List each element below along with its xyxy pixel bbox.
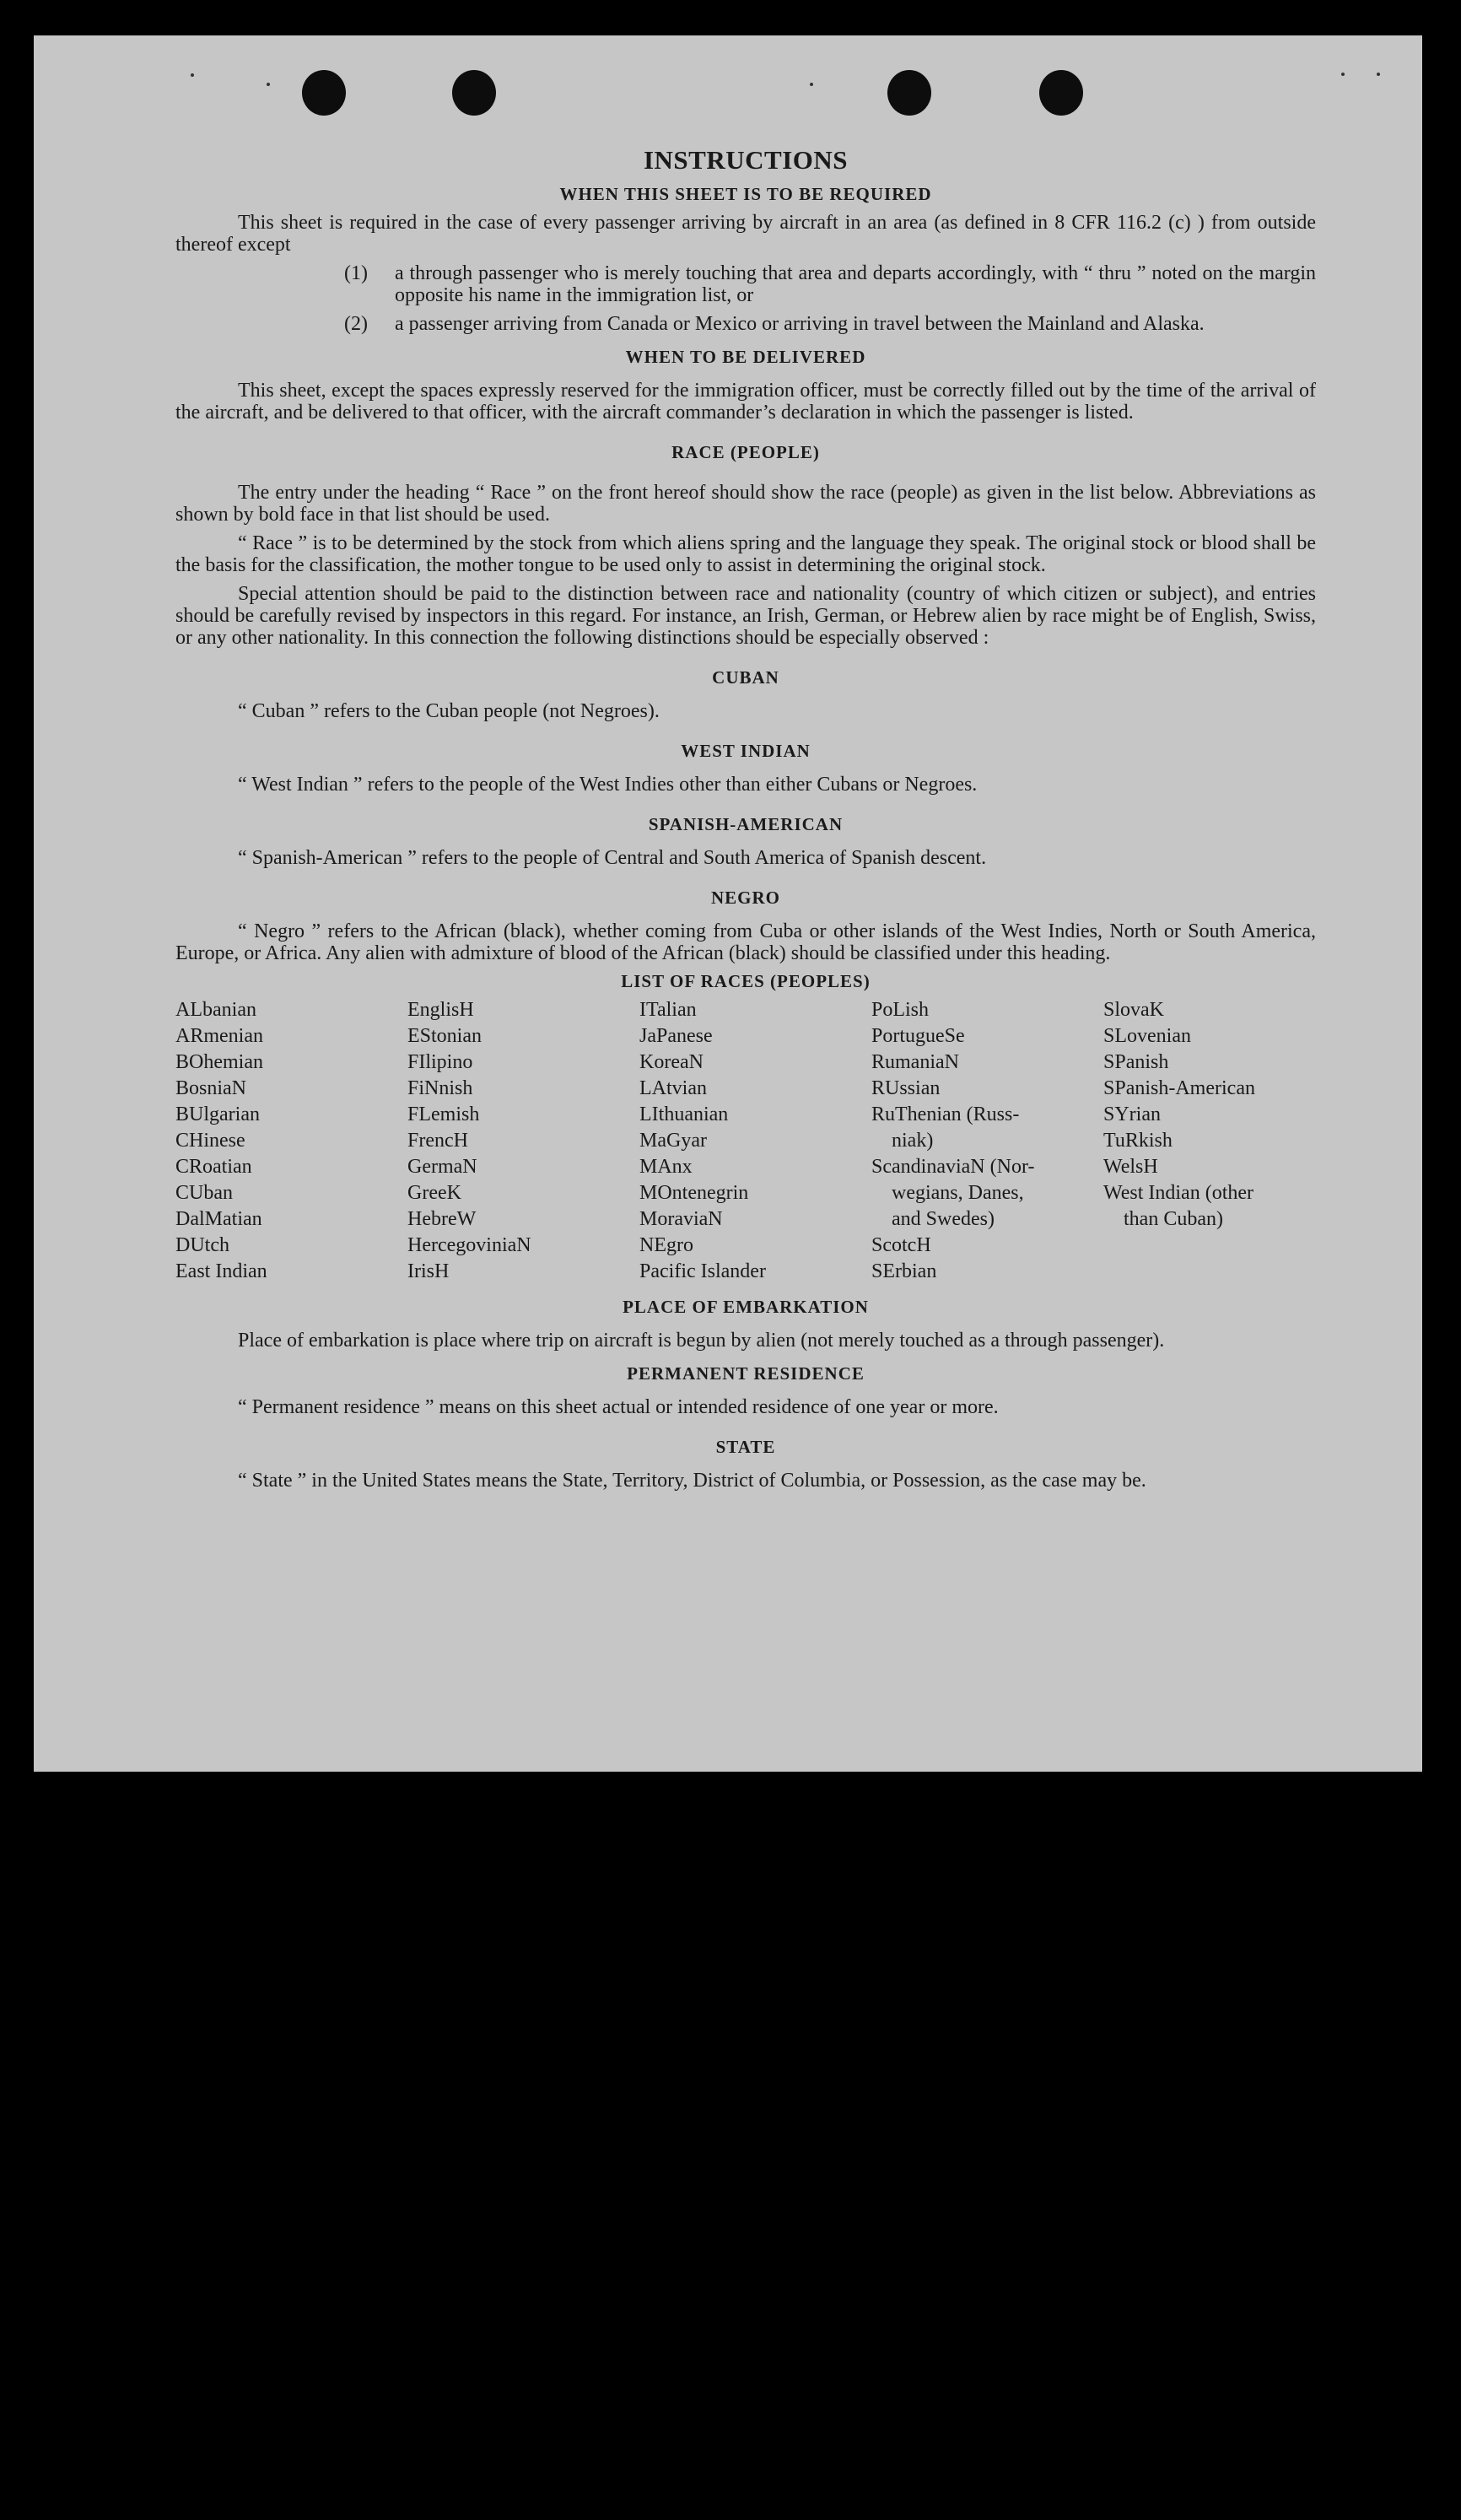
race-entry: EnglisH (407, 999, 474, 1021)
race-entry: niak) (892, 1130, 934, 1152)
race-entry: SLovenian (1103, 1025, 1191, 1047)
race-paragraph-2: “ Race ” is to be determined by the stock from which aliens spring and the language they speak. The original stock or blood shall be the basis for the classification, the mother tongue to be used only to assist in determining the original stock. (175, 532, 1316, 576)
race-entry: ScandinaviaN (Nor- (871, 1156, 1035, 1178)
punch-hole (452, 70, 496, 116)
speck (267, 83, 270, 86)
race-entry: CUban (175, 1182, 233, 1204)
race-entry: LIthuanian (639, 1104, 729, 1125)
exception-item: (1) a through passenger who is merely touching that area and departs accordingly, with “ thru ” noted on the margin opposite his name in the immigration list, or (344, 262, 1316, 306)
race-column (175, 997, 407, 1285)
punch-hole (887, 70, 931, 116)
heading-race: RACE (PEOPLE) (671, 442, 820, 462)
race-column (871, 997, 1103, 1285)
race-entry: PoLish (871, 999, 930, 1021)
heading-when-delivered: WHEN TO BE DELIVERED (625, 347, 866, 367)
race-entry: MOntenegrin (639, 1182, 749, 1204)
race-entry: RuThenian (Russ- (871, 1104, 1020, 1125)
race-entry: DalMatian (175, 1208, 262, 1230)
negro-text: “ Negro ” refers to the African (black), whether coming from Cuba or other islands of the West Indies, North or South America, Europe, or Africa. Any alien with admixture of blood of the African (black) should be classified under this heading. (175, 920, 1316, 964)
race-entry: wegians, Danes, (892, 1182, 1024, 1204)
race-entry: SlovaK (1103, 999, 1164, 1021)
race-entry: MoraviaN (639, 1208, 723, 1230)
heading-west-indian: WEST INDIAN (681, 741, 811, 761)
race-paragraph-1: The entry under the heading “ Race ” on the front hereof should show the race (people) as given in the list below. Abbreviations as shown by bold face in that list should be used. (175, 482, 1316, 526)
race-entry: HercegoviniaN (407, 1234, 531, 1256)
race-entry: PortugueSe (871, 1025, 965, 1047)
race-entry: SPanish (1103, 1051, 1169, 1073)
race-entry: LAtvian (639, 1077, 707, 1099)
heading-when-required: WHEN THIS SHEET IS TO BE REQUIRED (559, 184, 932, 204)
page-title: INSTRUCTIONS (643, 145, 848, 175)
document-sheet (34, 35, 1422, 1772)
speck (1377, 73, 1380, 76)
punch-hole (302, 70, 346, 116)
race-entry: FiNnish (407, 1077, 473, 1099)
race-paragraph-3: Special attention should be paid to the distinction between race and nationality (country of which citizen or subject), and entries should be carefully revised by inspectors in this regard. For instance, an Irish, German, or Hebrew alien by race might be of English, Swiss, or any other nationality. In this connection the following distinctions should be especially observed : (175, 583, 1316, 649)
race-entry: than Cuban) (1124, 1208, 1223, 1230)
race-entry: ALbanian (175, 999, 256, 1021)
heading-negro: NEGRO (710, 888, 780, 908)
when-required-intro: This sheet is required in the case of every passenger arriving by aircraft in an area (as defined in 8 CFR 116.2 (c) ) from outside thereof except (175, 212, 1316, 256)
race-list (175, 997, 1316, 1285)
race-entry: BosniaN (175, 1077, 246, 1099)
race-entry: West Indian (other (1103, 1182, 1254, 1204)
heading-state: STATE (715, 1437, 776, 1457)
exception-list (344, 262, 1316, 335)
race-entry: BOhemian (175, 1051, 263, 1073)
heading-permanent-residence: PERMANENT RESIDENCE (627, 1363, 865, 1384)
residence-text: “ Permanent residence ” means on this sheet actual or intended residence of one year or more. (238, 1396, 999, 1418)
race-column (1103, 997, 1314, 1285)
race-entry: East Indian (175, 1260, 267, 1282)
race-column (407, 997, 639, 1285)
race-entry: GermaN (407, 1156, 477, 1178)
race-entry: FrencH (407, 1130, 468, 1152)
punch-hole (1039, 70, 1083, 116)
race-column (639, 997, 871, 1285)
race-entry: EStonian (407, 1025, 482, 1047)
heading-embarkation: PLACE OF EMBARKATION (623, 1297, 869, 1317)
race-entry: ITalian (639, 999, 697, 1021)
race-entry: and Swedes) (892, 1208, 995, 1230)
instructions-body (175, 145, 1316, 1492)
race-entry: KoreaN (639, 1051, 704, 1073)
speck (810, 83, 813, 86)
race-entry: SPanish-American (1103, 1077, 1255, 1099)
speck (1341, 73, 1345, 76)
race-entry: NEgro (639, 1234, 693, 1256)
race-entry: WelsH (1103, 1156, 1158, 1178)
cuban-text: “ Cuban ” refers to the Cuban people (not Negroes). (238, 700, 660, 722)
race-entry: DUtch (175, 1234, 229, 1256)
race-entry: ARmenian (175, 1025, 263, 1047)
exception-item: (2) a passenger arriving from Canada or Mexico or arriving in travel between the Mainland and Alaska. (344, 313, 1205, 335)
speck (191, 73, 194, 77)
race-entry: TuRkish (1103, 1130, 1173, 1152)
race-entry: SYrian (1103, 1104, 1161, 1125)
race-entry: RumaniaN (871, 1051, 959, 1073)
when-delivered-text: This sheet, except the spaces expressly reserved for the immigration officer, must be correctly filled out by the time of the arrival of the aircraft, and be delivered to that officer, with the aircraft commander’s declaration in which the passenger is listed. (175, 380, 1316, 424)
west-indian-text: “ West Indian ” refers to the people of the West Indies other than either Cubans or Negroes. (238, 774, 978, 796)
heading-list-of-races: LIST OF RACES (PEOPLES) (621, 971, 871, 991)
heading-cuban: CUBAN (712, 667, 779, 688)
race-entry: CRoatian (175, 1156, 252, 1178)
race-entry: Pacific Islander (639, 1260, 766, 1282)
race-entry: CHinese (175, 1130, 245, 1152)
spanish-american-text: “ Spanish-American ” refers to the people of Central and South America of Spanish descent. (238, 847, 987, 869)
race-entry: FIlipino (407, 1051, 473, 1073)
race-entry: MAnx (639, 1156, 693, 1178)
race-entry: IrisH (407, 1260, 450, 1282)
race-entry: BUlgarian (175, 1104, 260, 1125)
race-entry: SErbian (871, 1260, 937, 1282)
race-entry: HebreW (407, 1208, 477, 1230)
race-entry: ScotcH (871, 1234, 931, 1256)
race-entry: MaGyar (639, 1130, 707, 1152)
heading-spanish-american: SPANISH-AMERICAN (648, 814, 844, 834)
race-entry: FLemish (407, 1104, 480, 1125)
race-entry: JaPanese (639, 1025, 713, 1047)
race-entry: GreeK (407, 1182, 461, 1204)
race-entry: RUssian (871, 1077, 941, 1099)
embarkation-text: Place of embarkation is place where trip on aircraft is begun by alien (not merely touched as a through passenger). (238, 1330, 1165, 1352)
state-text: “ State ” in the United States means the State, Territory, District of Columbia, or Possession, as the case may be. (238, 1470, 1146, 1492)
